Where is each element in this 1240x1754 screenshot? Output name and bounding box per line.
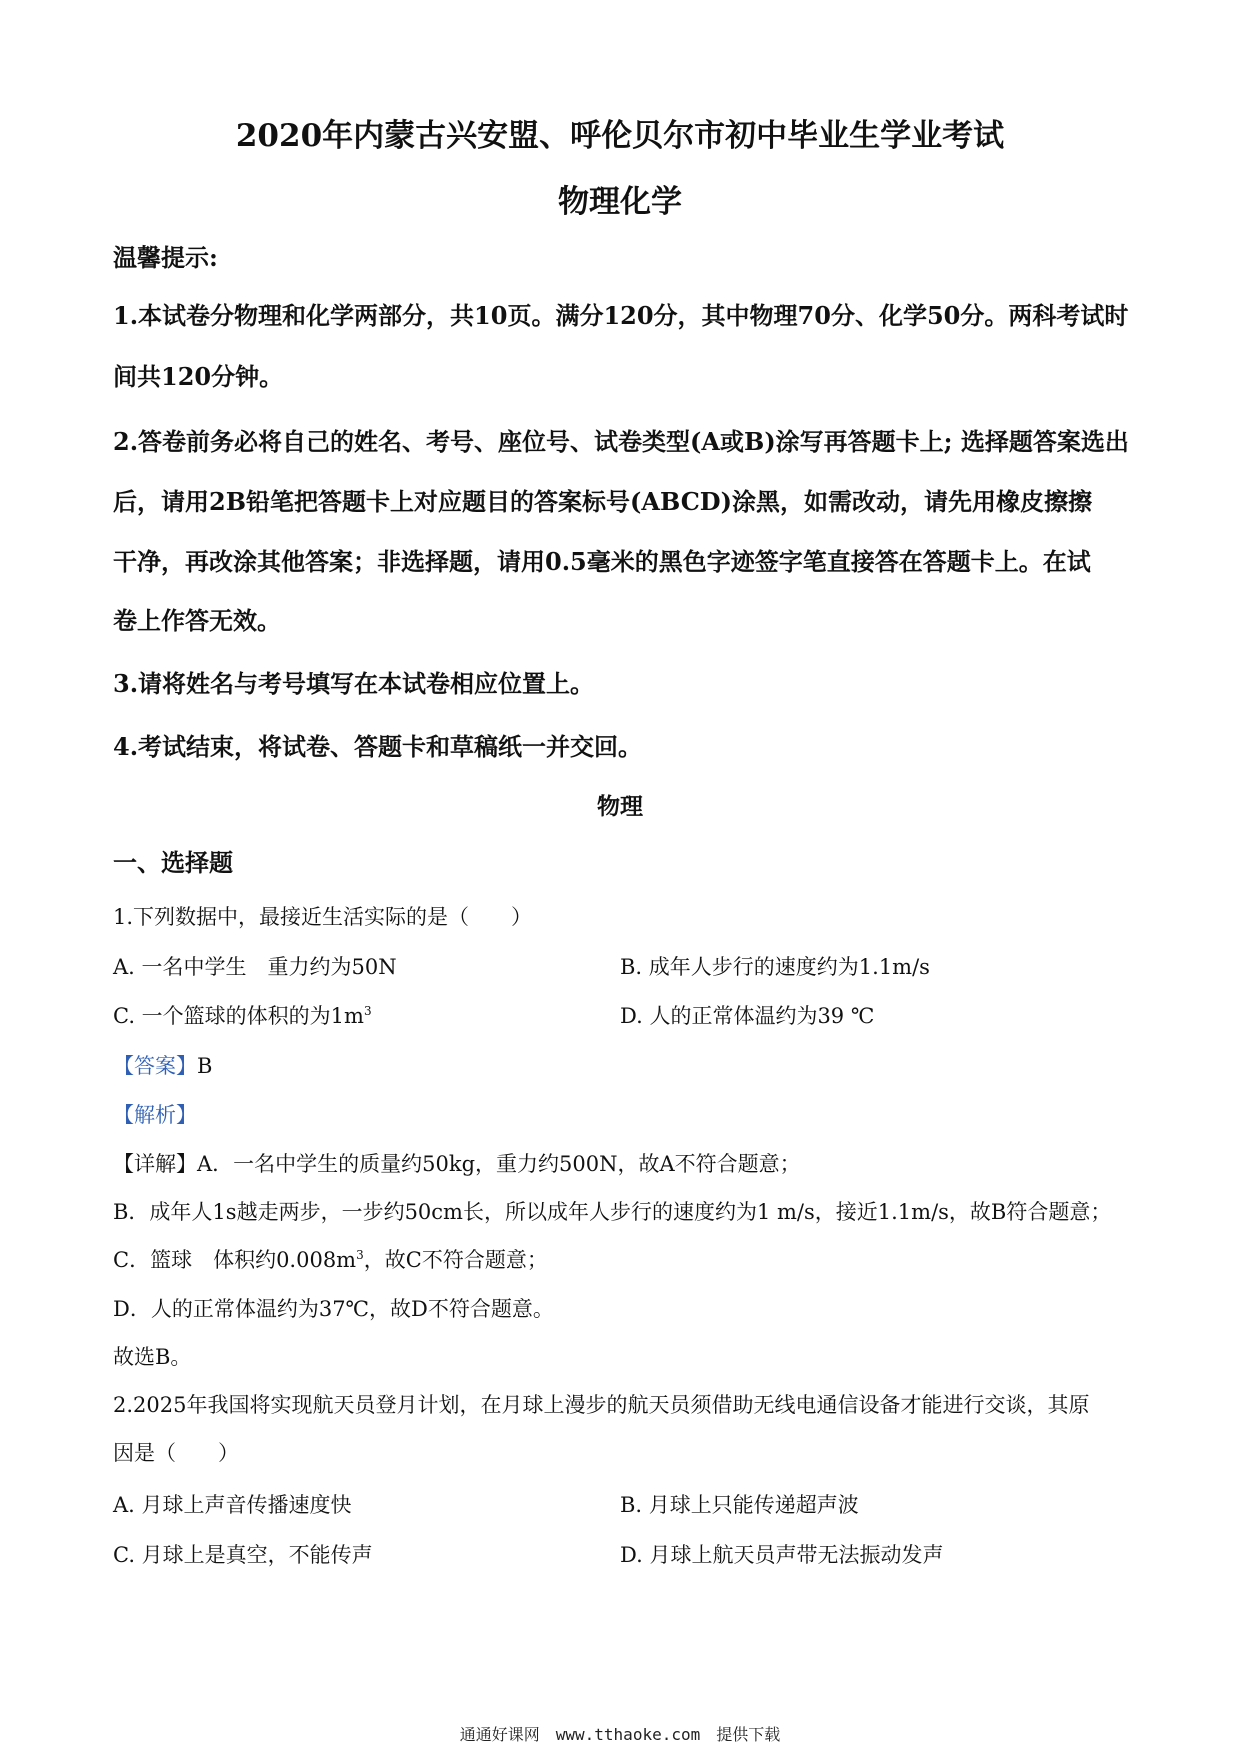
q1-option-d: D. 人的正常体温约为39 ℃	[620, 1004, 875, 1028]
q2-option-b: B. 月球上只能传递超声波	[620, 1493, 859, 1517]
subject-heading: 物理	[597, 793, 643, 820]
q1-detail-c	[113, 1244, 548, 1274]
q2-option-a: A. 月球上声音传播速度快	[113, 1493, 352, 1517]
q1-option-c	[113, 1000, 372, 1030]
q1-detail-c-text: C．篮球 体积约0.008m	[113, 1248, 357, 1272]
notice-item4: 4.考试结束，将试卷、答题卡和草稿纸一并交回。	[113, 732, 643, 761]
q2-option-d: D. 月球上航天员声带无法振动发声	[620, 1543, 944, 1567]
q1-answer	[113, 1050, 212, 1080]
q1-option-c-text: C. 一个篮球的体积的为1m	[113, 1004, 364, 1028]
exam-title: 2020年内蒙古兴安盟、呼伦贝尔市初中毕业生学业考试	[235, 118, 1005, 154]
notice-item2-line2: 后，请用2B铅笔把答题卡上对应题目的答案标号(ABCD)涂黑，如需改动，请先用橡皮擦擦	[113, 487, 1092, 516]
q1-detail-a: 【详解】A．一名中学生的质量约50kg，重力约500N，故A不符合题意；	[113, 1152, 801, 1176]
notice-item2-line3: 干净，再改涂其他答案；非选择题，请用0.5毫米的黑色字迹签字笔直接答在答题卡上。在试	[113, 547, 1091, 576]
notice-item3: 3.请将姓名与考号填写在本试卷相应位置上。	[113, 669, 595, 698]
notice-item2-line1: 2.答卷前务必将自己的姓名、考号、座位号、试卷类型(A或B)涂写再答题卡上; 选择题答案选出	[113, 427, 1129, 456]
exam-subtitle: 物理化学	[558, 184, 682, 220]
notice-item1-line1: 1.本试卷分物理和化学两部分，共10页。满分120分，其中物理70分、化学50分。两科考试时	[113, 301, 1129, 330]
notice-item2-line4: 卷上作答无效。	[113, 606, 281, 635]
answer-tag: 【答案】	[113, 1054, 197, 1078]
q1-detail-b: B．成年人1s越走两步，一步约50cm长，所以成年人步行的速度约为1 m/s，接近1.1m/s，故B符合题意；	[113, 1200, 1112, 1224]
q1-conclusion: 故选B。	[113, 1345, 192, 1369]
q1-option-c-sup: 3	[363, 1004, 372, 1018]
q1-detail-d: D．人的正常体温约为37℃，故D不符合题意。	[113, 1297, 554, 1321]
q1-option-a: A. 一名中学生 重力约为50N	[113, 955, 397, 979]
q2-stem-line2: 因是（ ）	[113, 1441, 239, 1465]
q2-option-c: C. 月球上是真空，不能传声	[113, 1543, 373, 1567]
q1-detail-c-suffix: ，故C不符合题意；	[363, 1248, 548, 1272]
q1-stem: 1.下列数据中，最接近生活实际的是（ ）	[113, 905, 533, 929]
q1-option-b: B. 成年人步行的速度约为1.1m/s	[620, 955, 930, 979]
page-footer: 通通好课网 www.tthaoke.com 提供下载	[459, 1725, 781, 1744]
notice-item1-line2: 间共120分钟。	[113, 362, 284, 391]
q2-stem-line1: 2.2025年我国将实现航天员登月计划，在月球上漫步的航天员须借助无线电通信设备才能进行交谈，其原	[113, 1393, 1090, 1417]
q1-detail-c-sup: 3	[356, 1248, 364, 1262]
analysis-tag: 【解析】	[113, 1103, 197, 1127]
answer-value: B	[197, 1054, 213, 1078]
notice-heading: 温馨提示:	[113, 243, 218, 272]
part-heading: 一、选择题	[113, 848, 233, 877]
